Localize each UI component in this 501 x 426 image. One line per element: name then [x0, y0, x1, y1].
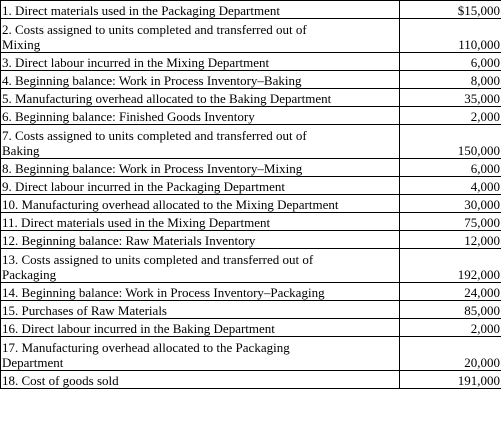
table-row — [1, 53, 501, 71]
description-line: Mixing — [2, 37, 41, 52]
table-row — [1, 19, 501, 53]
table-row — [1, 195, 501, 213]
description-line: 17. Manufacturing overhead allocated to the Packaging — [2, 340, 290, 355]
cost-item-amount: 6,000 — [400, 53, 501, 71]
ledger-body — [1, 1, 501, 389]
cost-item-amount: 75,000 — [400, 213, 501, 231]
cost-item-description — [1, 301, 400, 319]
cost-item-description — [1, 371, 400, 389]
cost-item-description — [1, 53, 400, 71]
description-line: 11. Direct materials used in the Mixing Department — [2, 215, 271, 230]
cost-item-amount: 2,000 — [400, 319, 501, 337]
description-line: 5. Manufacturing overhead allocated to the Baking Department — [2, 91, 332, 106]
table-row — [1, 71, 501, 89]
description-line: Department — [2, 355, 64, 370]
description-line: 6. Beginning balance: Finished Goods Inventory — [2, 109, 255, 124]
description-line: 15. Purchases of Raw Materials — [2, 303, 167, 318]
description-line: 9. Direct labour incurred in the Packaging Department — [2, 179, 286, 194]
description-line: 13. Costs assigned to units completed and transferred out of — [2, 252, 314, 267]
cost-item-description — [1, 283, 400, 301]
cost-item-amount: 30,000 — [400, 195, 501, 213]
description-line: 16. Direct labour incurred in the Baking Department — [2, 321, 275, 336]
description-line: Packaging — [2, 267, 57, 282]
table-row — [1, 177, 501, 195]
description-line: 18. Cost of goods sold — [2, 373, 119, 388]
table-row — [1, 301, 501, 319]
cost-item-amount: 12,000 — [400, 231, 501, 249]
description-line: 2. Costs assigned to units completed and transferred out of — [2, 22, 307, 37]
description-line: 12. Beginning balance: Raw Materials Inventory — [2, 233, 256, 248]
description-line: 10. Manufacturing overhead allocated to the Mixing Department — [2, 197, 339, 212]
cost-item-description — [1, 177, 400, 195]
cost-item-amount: 150,000 — [400, 125, 501, 159]
cost-item-amount: 24,000 — [400, 283, 501, 301]
cost-item-description — [1, 71, 400, 89]
cost-item-description — [1, 19, 400, 53]
cost-item-amount: 110,000 — [400, 19, 501, 53]
cost-item-amount: $15,000 — [400, 1, 501, 19]
table-row — [1, 1, 501, 19]
table-row — [1, 89, 501, 107]
cost-item-description — [1, 125, 400, 159]
cost-item-amount: 35,000 — [400, 89, 501, 107]
cost-item-description — [1, 89, 400, 107]
table-row — [1, 213, 501, 231]
table-row — [1, 337, 501, 371]
description-line: 3. Direct labour incurred in the Mixing Department — [2, 55, 270, 70]
description-line: 7. Costs assigned to units completed and transferred out of — [2, 128, 307, 143]
cost-item-description — [1, 213, 400, 231]
cost-item-amount: 6,000 — [400, 159, 501, 177]
cost-item-amount: 2,000 — [400, 107, 501, 125]
cost-item-description — [1, 249, 400, 283]
cost-item-description — [1, 231, 400, 249]
cost-item-amount: 191,000 — [400, 371, 501, 389]
cost-item-amount: 85,000 — [400, 301, 501, 319]
cost-item-amount: 192,000 — [400, 249, 501, 283]
cost-item-amount: 20,000 — [400, 337, 501, 371]
cost-item-description — [1, 159, 400, 177]
table-row — [1, 371, 501, 389]
table-row — [1, 231, 501, 249]
table-row — [1, 249, 501, 283]
table-row — [1, 159, 501, 177]
cost-item-amount: 4,000 — [400, 177, 501, 195]
table-row — [1, 319, 501, 337]
table-row — [1, 107, 501, 125]
description-line: 4. Beginning balance: Work in Process Inventory–Baking — [2, 73, 302, 88]
cost-item-description — [1, 107, 400, 125]
cost-item-description — [1, 195, 400, 213]
description-line: 14. Beginning balance: Work in Process Inventory–Packaging — [2, 285, 325, 300]
cost-item-description — [1, 319, 400, 337]
cost-item-description — [1, 1, 400, 19]
table-row — [1, 283, 501, 301]
description-line: Baking — [2, 143, 40, 158]
cost-item-amount: 8,000 — [400, 71, 501, 89]
table-row — [1, 125, 501, 159]
description-line: 8. Beginning balance: Work in Process Inventory–Mixing — [2, 161, 303, 176]
cost-item-description — [1, 337, 400, 371]
description-line: 1. Direct materials used in the Packaging Department — [2, 3, 280, 18]
